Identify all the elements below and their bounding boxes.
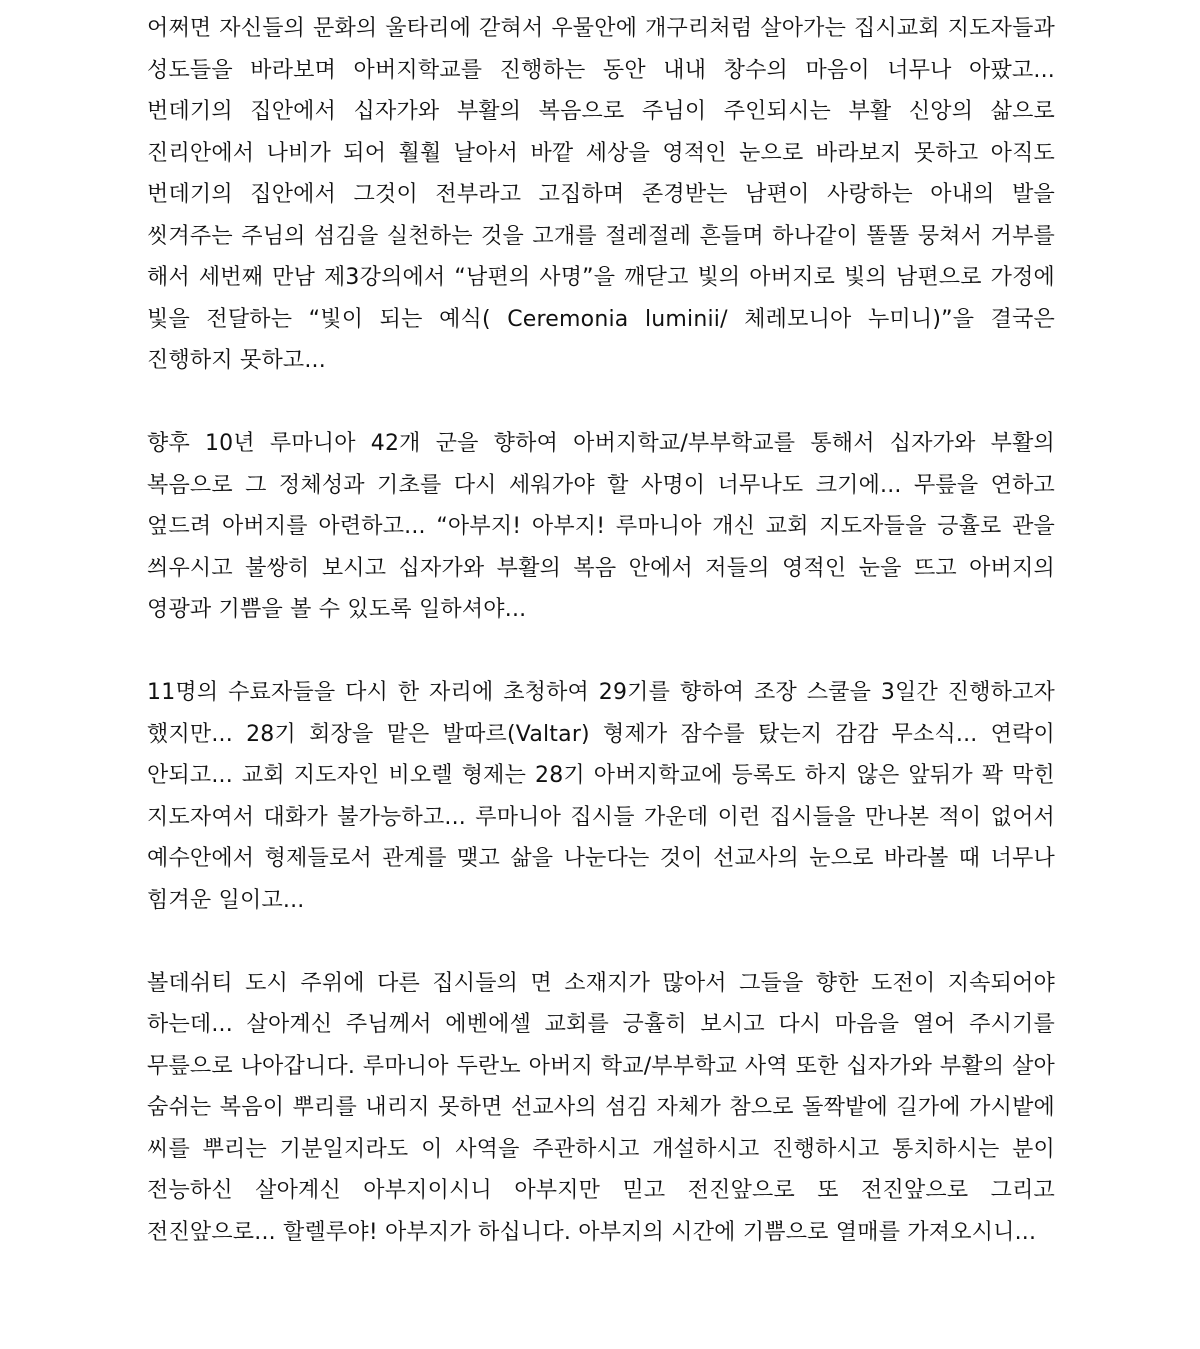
paragraph-2: 향후 10년 루마니아 42개 군을 향하여 아버지학교/부부학교를 통해서 십자가와 부활의 복음으로 그 정체성과 기초를 다시 세워가야 할 사명이 너무나도 크기에... 무릎을 연하고 엎드려 아버지를 아련하고... “아부지! 아부지! 루마니아 개신 교회 지도자들을 긍휼로 관을 씌우시고 불쌍히 보시고 십자가와 부활의 복음 안에서 저들의 영적인 눈을 뜨고 아버지의 영광과 기쁨을 볼 수 있도록 일하셔야... (147, 431, 1055, 622)
paragraph-4: 볼데쉬티 도시 주위에 다른 집시들의 면 소재지가 많아서 그들을 향한 도전이 지속되어야 하는데... 살아계신 주님께서 에벤에셀 교회를 긍휼히 보시고 다시 마음을 열어 주시기를 무릎으로 나아갑니다. 루마니아 두란노 아버지 학교/부부학교 사역 또한 십자가와 부활의 살아 숨쉬는 복음이 뿌리를 내리지 못하면 선교사의 섬김 자체가 참으로 돌짝밭에 길가에 가시밭에 씨를 뿌리는 기분일지라도 이 사역을 주관하시고 개설하시고 진행하시고 통치하시는 분이 전능하신 살아계신 아부지이시니 아부지만 믿고 전진앞으로 또 전진앞으로 그리고 전진앞으로... 할렐루야! 아부지가 하십니다. 아부지의 시간에 기쁨으로 열매를 가져오시니... (147, 970, 1055, 1245)
document-body (147, 8, 1055, 1253)
paragraph-3: 11명의 수료자들을 다시 한 자리에 초청하여 29기를 향하여 조장 스쿨을 3일간 진행하고자 했지만... 28기 회장을 맡은 발따르(Valtar) 형제가 잠수를 탔는지 감감 무소식... 연락이 안되고... 교회 지도자인 비오렐 형제는 28기 아버지학교에 등록도 하지 않은 앞뒤가 꽉 막힌 지도자여서 대화가 불가능하고... 루마니아 집시들 가운데 이런 집시들을 만나본 적이 없어서 예수안에서 형제들로서 관계를 맺고 삶을 나눈다는 것이 선교사의 눈으로 바라볼 때 너무나 힘겨운 일이고... (147, 680, 1055, 913)
paragraph-1: 어쩌면 자신들의 문화의 울타리에 갇혀서 우물안에 개구리처럼 살아가는 집시교회 지도자들과 성도들을 바라보며 아버지학교를 진행하는 동안 내내 창수의 마음이 너무나 아팠고... 번데기의 집안에서 십자가와 부활의 복음으로 주님이 주인되시는 부활 신앙의 삶으로 진리안에서 나비가 되어 훨훨 날아서 바깥 세상을 영적인 눈으로 바라보지 못하고 아직도 번데기의 집안에서 그것이 전부라고 고집하며 존경받는 남편이 사랑하는 아내의 발을 씻겨주는 주님의 섬김을 실천하는 것을 고개를 절레절레 흔들며 하나같이 똘똘 뭉쳐서 거부를 해서 세번째 만남 제3강의에서 “남편의 사명”을 깨닫고 빛의 아버지로 빛의 남편으로 가정에 빛을 전달하는 “빛이 되는 예식( Ceremonia luminii/ 체레모니아 누미니)”을 결국은 진행하지 못하고... (147, 16, 1055, 373)
